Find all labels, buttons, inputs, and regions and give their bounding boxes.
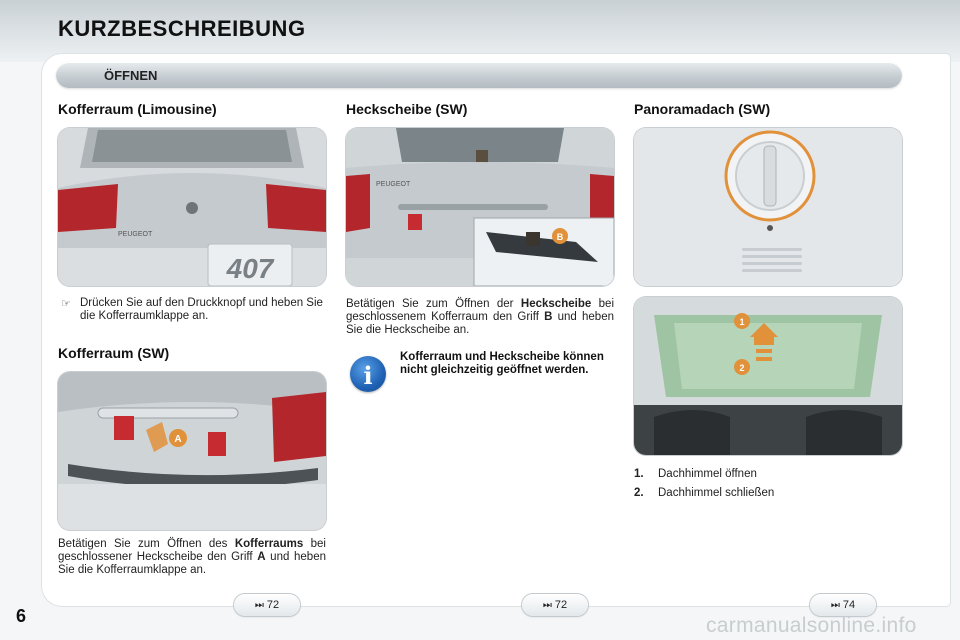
rear-window-text-2: bei geschlossenem Kofferraum den Griff: [346, 298, 615, 323]
trunk-sw-text-2: bei geschlossener Heckscheibe den Griff: [58, 538, 326, 563]
handle-b-badge: B: [556, 232, 564, 242]
step-number: 1.: [634, 468, 644, 480]
rear-window-bold-2: B: [544, 311, 553, 323]
rear-window-text-3: und heben Sie die Heckscheibe an.: [346, 311, 614, 336]
photo-rear-window: [346, 128, 614, 286]
section-title: ÖFFNEN: [104, 68, 158, 83]
rear-window-text-1: Betätigen Sie zum Öffnen der: [346, 298, 521, 310]
photo-roof-control: [634, 128, 902, 286]
trunk-sedan-instruction: Drücken Sie auf den Druckknopf und heben Sie die Kofferraumklappe an.: [80, 297, 323, 322]
rear-window-instruction: [346, 298, 614, 337]
heading-rear-window: Heckscheibe (SW): [346, 101, 468, 117]
handle-a-badge: A: [174, 434, 182, 445]
rear-window-bold-1: Heckscheibe: [520, 298, 592, 310]
skip-forward-icon: ⏭: [830, 600, 840, 611]
skip-forward-icon: ⏭: [542, 600, 552, 611]
trunk-sw-bold-1: Kofferraums: [234, 538, 304, 550]
page-ref-label: 72: [554, 599, 568, 611]
photo-trunk-sw: [58, 372, 326, 530]
page-ref-label: 74: [842, 599, 856, 611]
brand-lettering-sw: PEUGEOT: [376, 181, 411, 188]
page-ref-72-left[interactable]: [234, 594, 300, 616]
heading-trunk-sedan: Kofferraum (Limousine): [58, 101, 217, 117]
photo-trunk-sedan: [58, 128, 326, 286]
section-bar: [56, 62, 902, 88]
step-number: 2.: [634, 487, 644, 499]
heading-panoramic-roof: Panoramadach (SW): [634, 101, 771, 117]
page-title: KURZBESCHREIBUNG: [58, 16, 306, 41]
trunk-sw-bold-2: A: [257, 551, 266, 563]
page-ref-label: 72: [266, 599, 280, 611]
trunk-sw-instruction: [58, 538, 326, 577]
step-2-badge: 2: [739, 363, 745, 373]
step-open: [634, 468, 757, 480]
model-badge: 407: [226, 253, 274, 284]
page-ref-72-middle[interactable]: [522, 594, 588, 616]
skip-forward-icon: ⏭: [254, 600, 264, 611]
brand-lettering: PEUGEOT: [118, 231, 153, 238]
info-icon: [350, 356, 386, 392]
page-number: 6: [16, 606, 27, 626]
page-ref-74-right[interactable]: [810, 594, 876, 616]
info-glyph: i: [363, 361, 373, 390]
trunk-sw-text-3: und heben Sie die Kofferraumklappe an.: [58, 551, 326, 576]
step-text: Dachhimmel öffnen: [658, 468, 757, 480]
pointing-finger-icon: ☞: [61, 298, 71, 310]
photo-panoramic-roof: [634, 297, 902, 455]
watermark: carmanualsonline.info: [706, 614, 917, 637]
step-1-badge: 1: [739, 317, 745, 327]
info-note: Kofferraum und Heckscheibe können nicht gleichzeitig geöffnet werden.: [400, 351, 604, 376]
step-text: Dachhimmel schließen: [658, 487, 775, 499]
heading-trunk-sw: Kofferraum (SW): [58, 345, 170, 361]
trunk-sw-text-1: Betätigen Sie zum Öffnen des: [58, 538, 235, 550]
step-close: [634, 487, 774, 499]
